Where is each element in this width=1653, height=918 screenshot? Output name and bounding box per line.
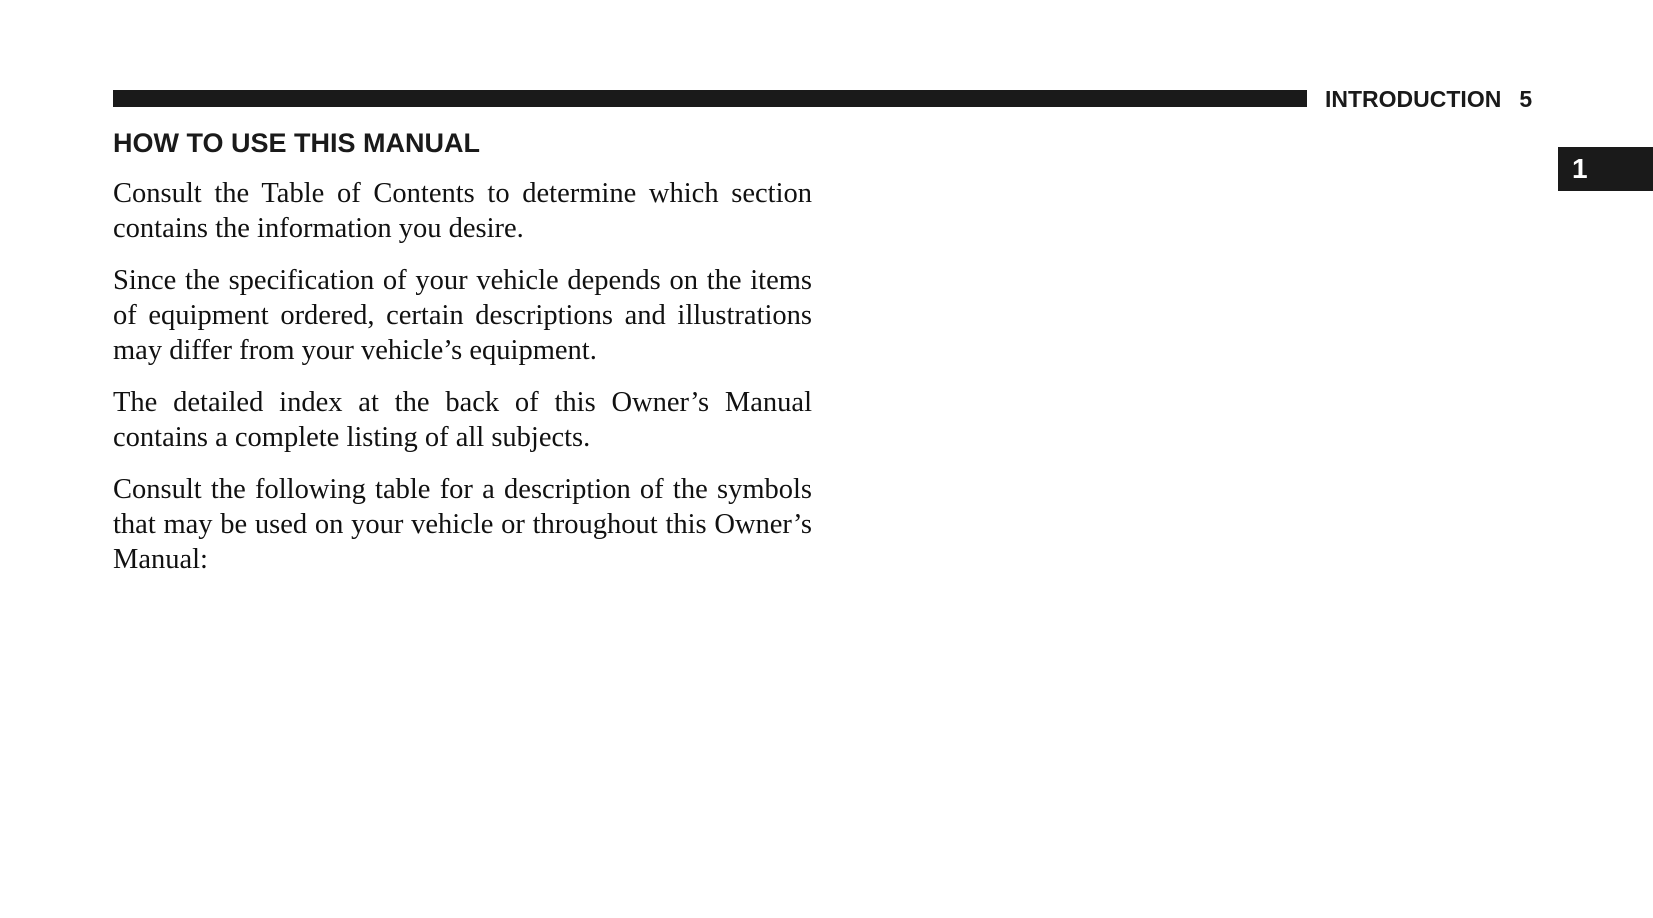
section-tab-number: 1 xyxy=(1572,153,1588,184)
paragraph: Since the specification of your vehicle depends on the items of equipment ordered, certain descriptions and illustrations may differ from your vehicle’s equipment. xyxy=(113,265,812,366)
paragraph: Consult the following table for a description of the symbols that may be used on your vehicle or throughout this Owner’s Manual: xyxy=(113,474,812,575)
page-title: HOW TO USE THIS MANUAL xyxy=(113,128,480,158)
body-text xyxy=(113,176,812,594)
paragraph: The detailed index at the back of this Owner’s Manual contains a complete listing of all subjects. xyxy=(113,387,812,453)
header-rule xyxy=(113,90,1307,107)
running-header xyxy=(1325,85,1532,113)
page-number: 5 xyxy=(1519,86,1533,112)
section-label: INTRODUCTION xyxy=(1325,86,1502,112)
paragraph: Consult the Table of Contents to determine which section contains the information you desire. xyxy=(113,178,812,244)
section-tab xyxy=(1558,147,1653,191)
